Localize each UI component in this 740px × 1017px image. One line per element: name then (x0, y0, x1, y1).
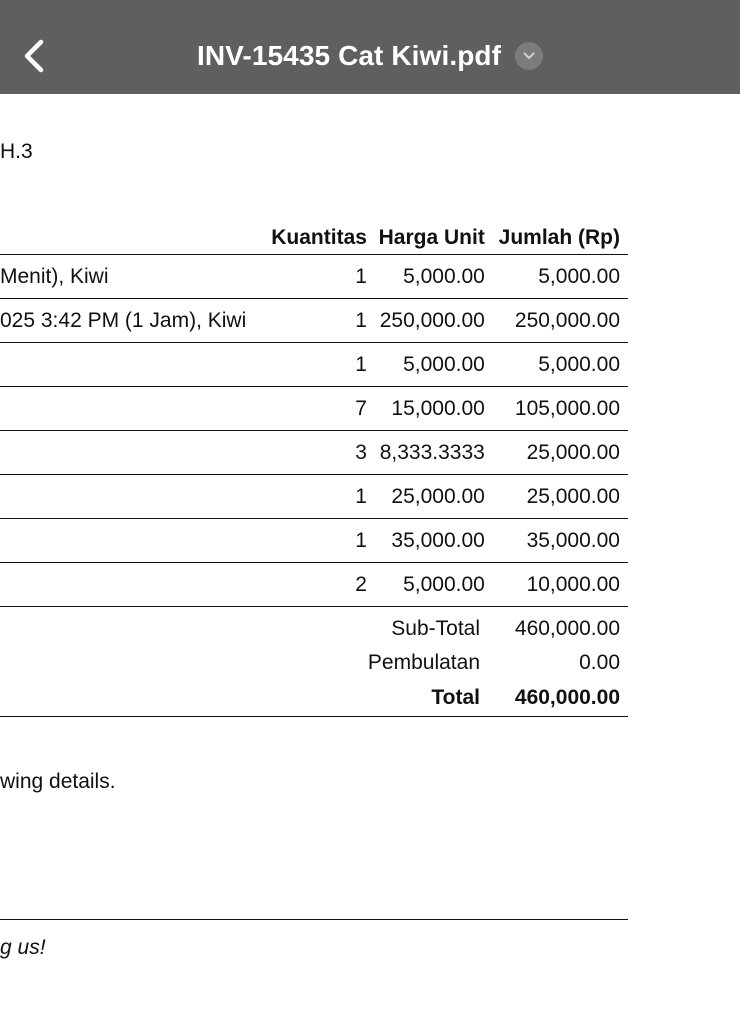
row-description: 025 3:42 PM (1 Jam), Kiwi (0, 299, 271, 343)
pdf-page[interactable] (0, 94, 740, 1017)
table-row (0, 387, 628, 431)
table-row (0, 563, 628, 607)
rounding-row (0, 646, 628, 680)
header-description (0, 222, 271, 255)
thank-you-text: g us! (0, 936, 46, 959)
payment-note: wing details. (0, 770, 116, 793)
row-amount: 5,000.00 (485, 255, 628, 299)
row-description (0, 387, 271, 431)
table-row (0, 343, 628, 387)
subtotal-row (0, 612, 628, 646)
table-row (0, 255, 628, 299)
rounding-label: Pembulatan (367, 651, 480, 674)
total-row (0, 680, 628, 717)
rounding-value: 0.00 (579, 651, 620, 674)
row-description (0, 519, 271, 563)
row-unit-price: 5,000.00 (367, 563, 485, 607)
row-quantity: 1 (271, 299, 367, 343)
document-title[interactable]: INV-15435 Cat Kiwi.pdf (196, 40, 502, 71)
row-amount: 35,000.00 (485, 519, 628, 563)
table-row (0, 431, 628, 475)
row-unit-price: 5,000.00 (367, 343, 485, 387)
row-unit-price: 5,000.00 (367, 255, 485, 299)
chevron-down-icon (523, 52, 535, 60)
row-amount: 25,000.00 (485, 475, 628, 519)
row-description (0, 343, 271, 387)
invoice-items-table (0, 222, 628, 607)
row-description (0, 563, 271, 607)
row-quantity: 1 (271, 255, 367, 299)
subtotal-value: 460,000.00 (514, 617, 620, 640)
row-amount: 105,000.00 (485, 387, 628, 431)
row-amount: 10,000.00 (485, 563, 628, 607)
row-unit-price: 250,000.00 (367, 299, 485, 343)
header-quantity: Kuantitas (271, 222, 367, 255)
subtotal-label: Sub-Total (391, 617, 480, 640)
total-value: 460,000.00 (480, 680, 628, 717)
row-quantity: 1 (271, 519, 367, 563)
row-unit-price: 8,333.3333 (367, 431, 485, 475)
row-amount: 25,000.00 (485, 431, 628, 475)
row-description (0, 431, 271, 475)
title-chevron-button[interactable] (515, 42, 543, 70)
title-dropdown[interactable] (0, 34, 740, 78)
row-unit-price: 15,000.00 (367, 387, 485, 431)
row-description (0, 475, 271, 519)
table-row (0, 475, 628, 519)
row-amount: 250,000.00 (485, 299, 628, 343)
table-row (0, 299, 628, 343)
footer-divider (0, 919, 628, 920)
row-quantity: 2 (271, 563, 367, 607)
header-unit-price: Harga Unit (367, 222, 485, 255)
row-quantity: 1 (271, 475, 367, 519)
row-quantity: 1 (271, 343, 367, 387)
row-quantity: 7 (271, 387, 367, 431)
totals-table (0, 612, 628, 717)
table-header-row (0, 222, 628, 255)
row-unit-price: 35,000.00 (367, 519, 485, 563)
row-description: Menit), Kiwi (0, 255, 271, 299)
header-amount: Jumlah (Rp) (485, 222, 628, 255)
reference-text: H.3 (0, 140, 33, 163)
row-amount: 5,000.00 (485, 343, 628, 387)
top-app-bar (0, 0, 740, 94)
row-quantity: 3 (271, 431, 367, 475)
total-label: Total (280, 680, 480, 717)
row-unit-price: 25,000.00 (367, 475, 485, 519)
table-row (0, 519, 628, 563)
